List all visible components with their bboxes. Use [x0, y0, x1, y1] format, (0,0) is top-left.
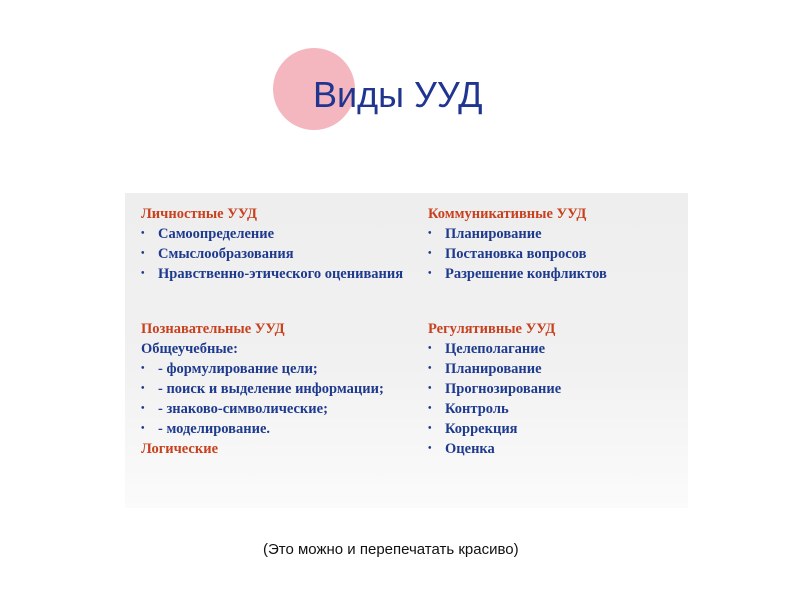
list-item — [428, 379, 688, 399]
list-item-text: Нравственно-этического оценивания — [158, 266, 404, 282]
cognitive-uud-list — [141, 359, 411, 439]
bullet-icon: • — [428, 343, 432, 354]
section-heading-cognitive: Познавательные УУД — [141, 321, 285, 337]
list-item — [428, 439, 688, 459]
list-item — [141, 264, 411, 284]
list-item — [141, 379, 411, 399]
list-item — [428, 339, 688, 359]
bullet-icon: • — [428, 268, 432, 279]
bullet-icon: • — [428, 403, 432, 414]
bullet-icon: • — [428, 383, 432, 394]
list-item-text: - поиск и выделение информации; — [158, 381, 384, 397]
list-item-text: Оценка — [445, 441, 495, 457]
list-item-text: - знаково-символические; — [158, 401, 328, 417]
bullet-icon: • — [141, 423, 145, 434]
list-item-text: Прогнозирование — [445, 381, 562, 397]
personal-uud-list — [141, 224, 411, 284]
list-item — [141, 244, 411, 264]
list-item-text: Постановка вопросов — [445, 246, 587, 262]
list-item — [141, 419, 411, 439]
cognitive-uud-section — [141, 319, 411, 459]
bullet-icon: • — [428, 228, 432, 239]
list-item — [428, 244, 688, 264]
list-item-text: Смыслообразования — [158, 246, 294, 262]
list-item — [428, 224, 688, 244]
communicative-uud-list — [428, 224, 688, 284]
list-item — [141, 224, 411, 244]
list-item-text: Коррекция — [445, 421, 518, 437]
list-item-text: Самоопределение — [158, 226, 275, 242]
section-heading-personal: Личностные УУД — [141, 206, 258, 222]
bullet-icon: • — [141, 268, 145, 279]
section-heading-communicative: Коммуникативные УУД — [428, 206, 587, 222]
bullet-icon: • — [428, 423, 432, 434]
caption-note: (Это можно и перепечатать красиво) — [263, 541, 519, 558]
regulatory-uud-section — [428, 319, 688, 459]
bullet-icon: • — [141, 228, 145, 239]
list-item-text: Планирование — [445, 226, 542, 242]
list-item-text: Контроль — [445, 401, 509, 417]
list-item — [141, 399, 411, 419]
regulatory-uud-list — [428, 339, 688, 459]
bullet-icon: • — [141, 248, 145, 259]
list-item — [428, 264, 688, 284]
communicative-uud-section — [428, 204, 688, 284]
list-item — [428, 359, 688, 379]
section-heading-regulatory: Регулятивные УУД — [428, 321, 556, 337]
list-item — [428, 399, 688, 419]
personal-uud-section — [141, 204, 411, 284]
bullet-icon: • — [428, 363, 432, 374]
bullet-icon: • — [141, 383, 145, 394]
bullet-icon: • — [141, 403, 145, 414]
list-item-text: Разрешение конфликтов — [445, 266, 607, 282]
list-item-text: Планирование — [445, 361, 542, 377]
bullet-icon: • — [428, 443, 432, 454]
list-item-text: Целеполагание — [445, 341, 546, 357]
list-item-text: - моделирование. — [158, 421, 271, 437]
section-subheading-general-learning: Общеучебные: — [141, 341, 238, 357]
list-item — [428, 419, 688, 439]
section-footer-logical: Логические — [141, 441, 219, 457]
list-item-text: - формулирование цели; — [158, 361, 318, 377]
uud-types-panel — [125, 193, 688, 508]
list-item — [141, 359, 411, 379]
bullet-icon: • — [141, 363, 145, 374]
bullet-icon: • — [428, 248, 432, 259]
page-title: Виды УУД — [313, 74, 483, 115]
